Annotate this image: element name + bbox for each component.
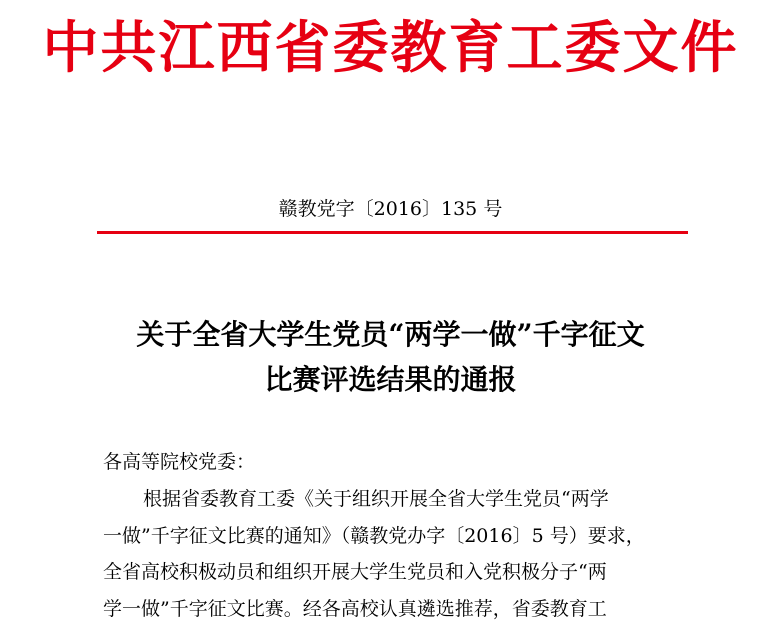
notice-title-line-1: 关于全省大学生党员“两学一做”千字征文 bbox=[0, 312, 781, 357]
notice-title-line-2: 比赛评选结果的通报 bbox=[0, 357, 781, 402]
header-divider bbox=[97, 231, 688, 234]
salutation: 各高等院校党委： bbox=[103, 447, 255, 477]
body-line: 学一做”千字征文比赛。经各高校认真遴选推荐，省委教育工 bbox=[103, 591, 687, 627]
body-line: 全省高校积极动员和组织开展大学生党员和入党积极分子“两 bbox=[103, 554, 687, 591]
body-paragraph bbox=[103, 481, 687, 627]
body-line: 根据省委教育工委《关于组织开展全省大学生党员“两学 bbox=[103, 481, 687, 518]
document-number: 赣教党字〔2016〕135 号 bbox=[0, 197, 781, 221]
document-header-title: 中共江西省委教育工委文件 bbox=[0, 14, 781, 84]
body-line: 一做”千字征文比赛的通知》（赣教党办字〔2016〕5 号）要求， bbox=[103, 518, 687, 555]
notice-title bbox=[0, 312, 781, 402]
